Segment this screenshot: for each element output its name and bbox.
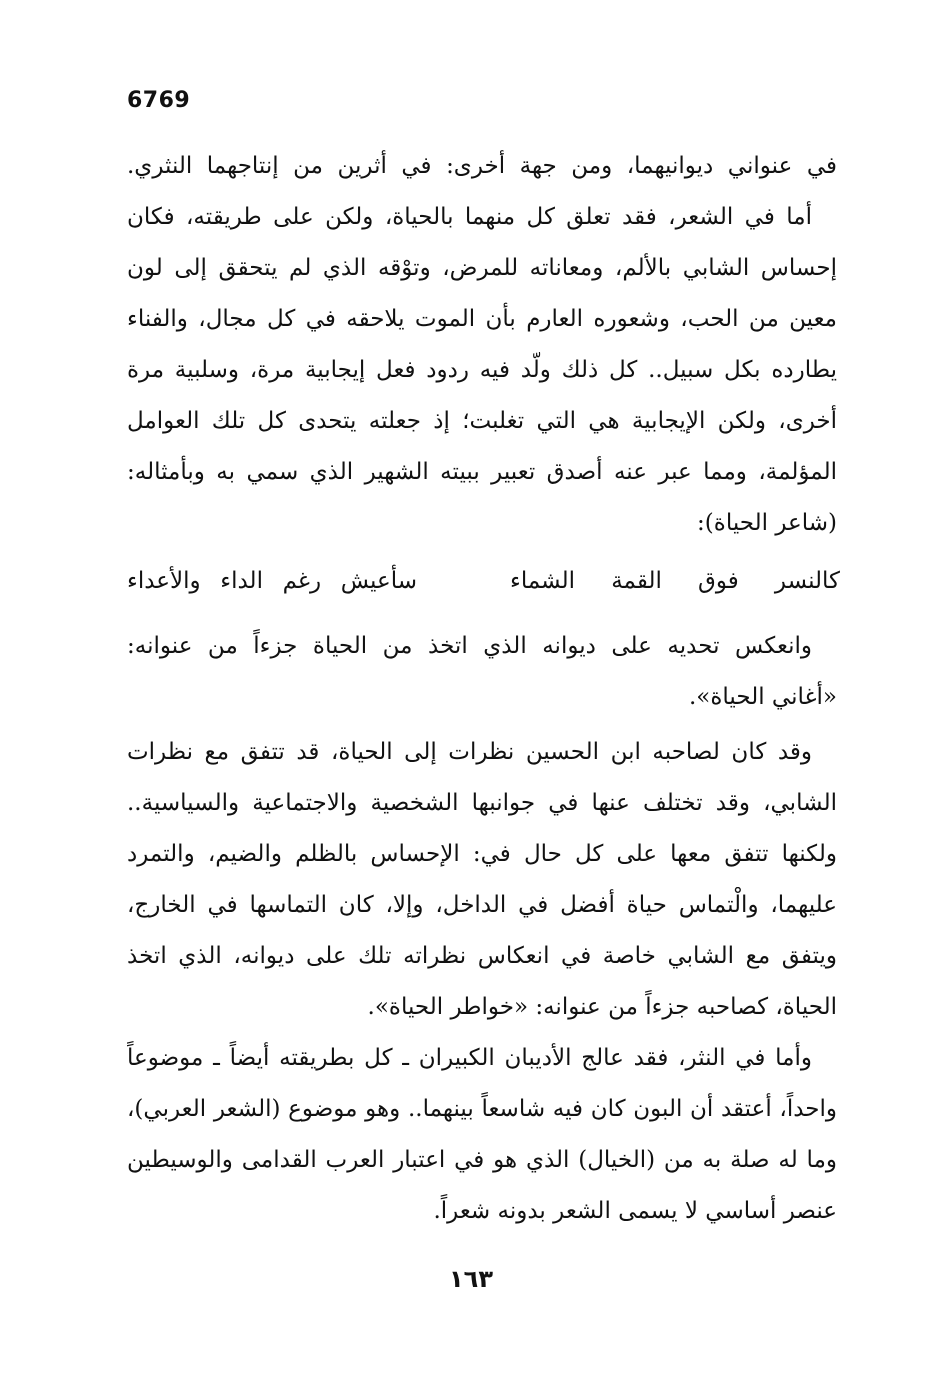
- text-line: وانعكس تحديه على ديوانه الذي اتخذ من الحياة جزءاً من عنوانه:: [127, 633, 812, 659]
- text-line: عليهما، والْتماس حياة أفضل في الداخل، وإلا، كان التماسها في الخارج،: [127, 892, 837, 918]
- text-line: واحداً، أعتقد أن البون كان فيه شاسعاً بينهما.. وهو موضوع (الشعر العربي)،: [127, 1096, 837, 1122]
- verse-hemistich-right: كالنسر فوق القمة الشماء: [510, 568, 840, 594]
- text-line: يطارده بكل سبيل.. كل ذلك ولَّد فيه ردود فعل إيجابية مرة، وسلبية مرة: [127, 357, 837, 383]
- text-line: أخرى، ولكن الإيجابية هي التي تغلبت؛ إذ جعلته يتحدى كل تلك العوامل: [127, 408, 837, 434]
- text-line: معين من الحب، وشعوره العارم بأن الموت يلاحقه في كل مجال، والفناء: [127, 306, 837, 332]
- text-line: الحياة، كصاحبه جزءاً من عنوانه: «خواطر الحياة».: [367, 994, 837, 1020]
- text-line: وما له صلة به من (الخيال) الذي هو في اعتبار العرب القدامى والوسيطين: [127, 1147, 837, 1173]
- verse-hemistich-left: سأعيش رغم الداء والأعداء: [127, 568, 417, 594]
- text-line: المؤلمة، ومما عبر عنه أصدق تعبير ببيته الشهير الذي سمي به وبأمثاله:: [127, 459, 837, 485]
- text-line: ويتفق مع الشابي خاصة في انعكاس نظراته تلك على ديوانه، الذي اتخذ: [127, 943, 837, 969]
- text-line: ولكنها تتفق معها على كل حال في: الإحساس بالظلم والضيم، والتمرد: [127, 841, 837, 867]
- text-line: أما في الشعر، فقد تعلق كل منهما بالحياة، ولكن على طريقته، فكان: [127, 204, 812, 230]
- text-line: الشابي، وقد تختلف عنها في جوانبها الشخصية والاجتماعية والسياسية..: [127, 790, 837, 816]
- text-line: في عنواني ديوانيهما، ومن جهة أخرى: في أثرين من إنتاجهما النثري.: [127, 153, 837, 179]
- text-line: عنصر أساسي لا يسمى الشعر بدونه شعراً.: [433, 1198, 837, 1224]
- text-line: إحساس الشابي بالألم، ومعاناته للمرض، وتوْقه الذي لم يتحقق إلى لون: [127, 255, 837, 281]
- page-id: 6769: [127, 88, 191, 113]
- text-line: وقد كان لصاحبه ابن الحسين نظرات إلى الحياة، قد تتفق مع نظرات: [127, 739, 812, 765]
- text-line: وأما في النثر، فقد عالج الأديبان الكبيران ـ كل بطريقته أيضاً ـ موضوعاً: [127, 1045, 812, 1071]
- page-number: ١٦٣: [449, 1265, 493, 1293]
- text-line: (شاعر الحياة):: [697, 510, 837, 536]
- text-line: «أغاني الحياة».: [688, 684, 837, 710]
